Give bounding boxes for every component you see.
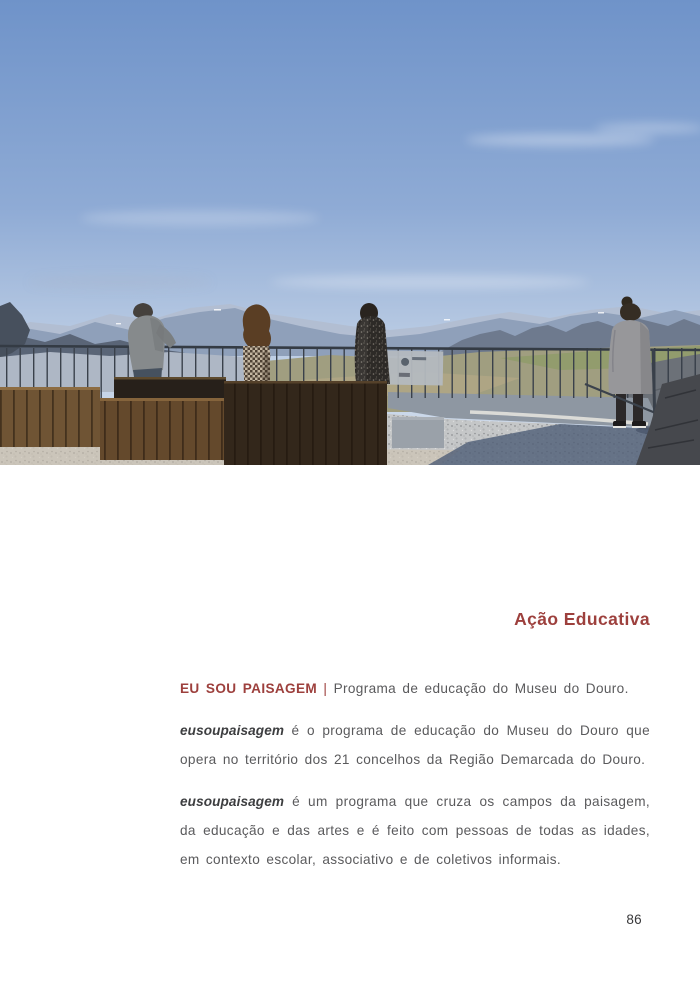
paragraph-lead-eu-sou-paisagem: EU SOU PAISAGEM	[180, 681, 318, 696]
paragraph-program-title	[180, 674, 650, 703]
body-copy	[180, 674, 650, 887]
viewpoint-photo	[0, 0, 700, 465]
paragraph-text: Programa de educação do Museu do Douro.	[333, 681, 629, 696]
fence-banner	[383, 350, 444, 385]
section-heading: Ação Educativa	[514, 608, 650, 629]
page-number: 86	[626, 912, 642, 927]
viewpoint-photo-svg	[0, 0, 700, 465]
paragraph-text: é o programa de educação do Museu do Douro que opera no território dos 21 concelhos da Região Demarcada do Douro.	[180, 723, 651, 767]
paragraph-program-description	[180, 716, 650, 774]
paragraph-separator: |	[323, 681, 328, 696]
paragraph-text: é um programa que cruza os campos da paisagem, da educação e das artes e é feito com pessoas de todas as idades, em contexto escolar, associativo e de coletivos informais.	[180, 794, 650, 867]
paragraph-lead-eusoupaisagem: eusoupaisagem	[180, 723, 285, 738]
paragraph-lead-eusoupaisagem: eusoupaisagem	[180, 794, 285, 809]
paragraph-program-scope	[180, 787, 650, 874]
